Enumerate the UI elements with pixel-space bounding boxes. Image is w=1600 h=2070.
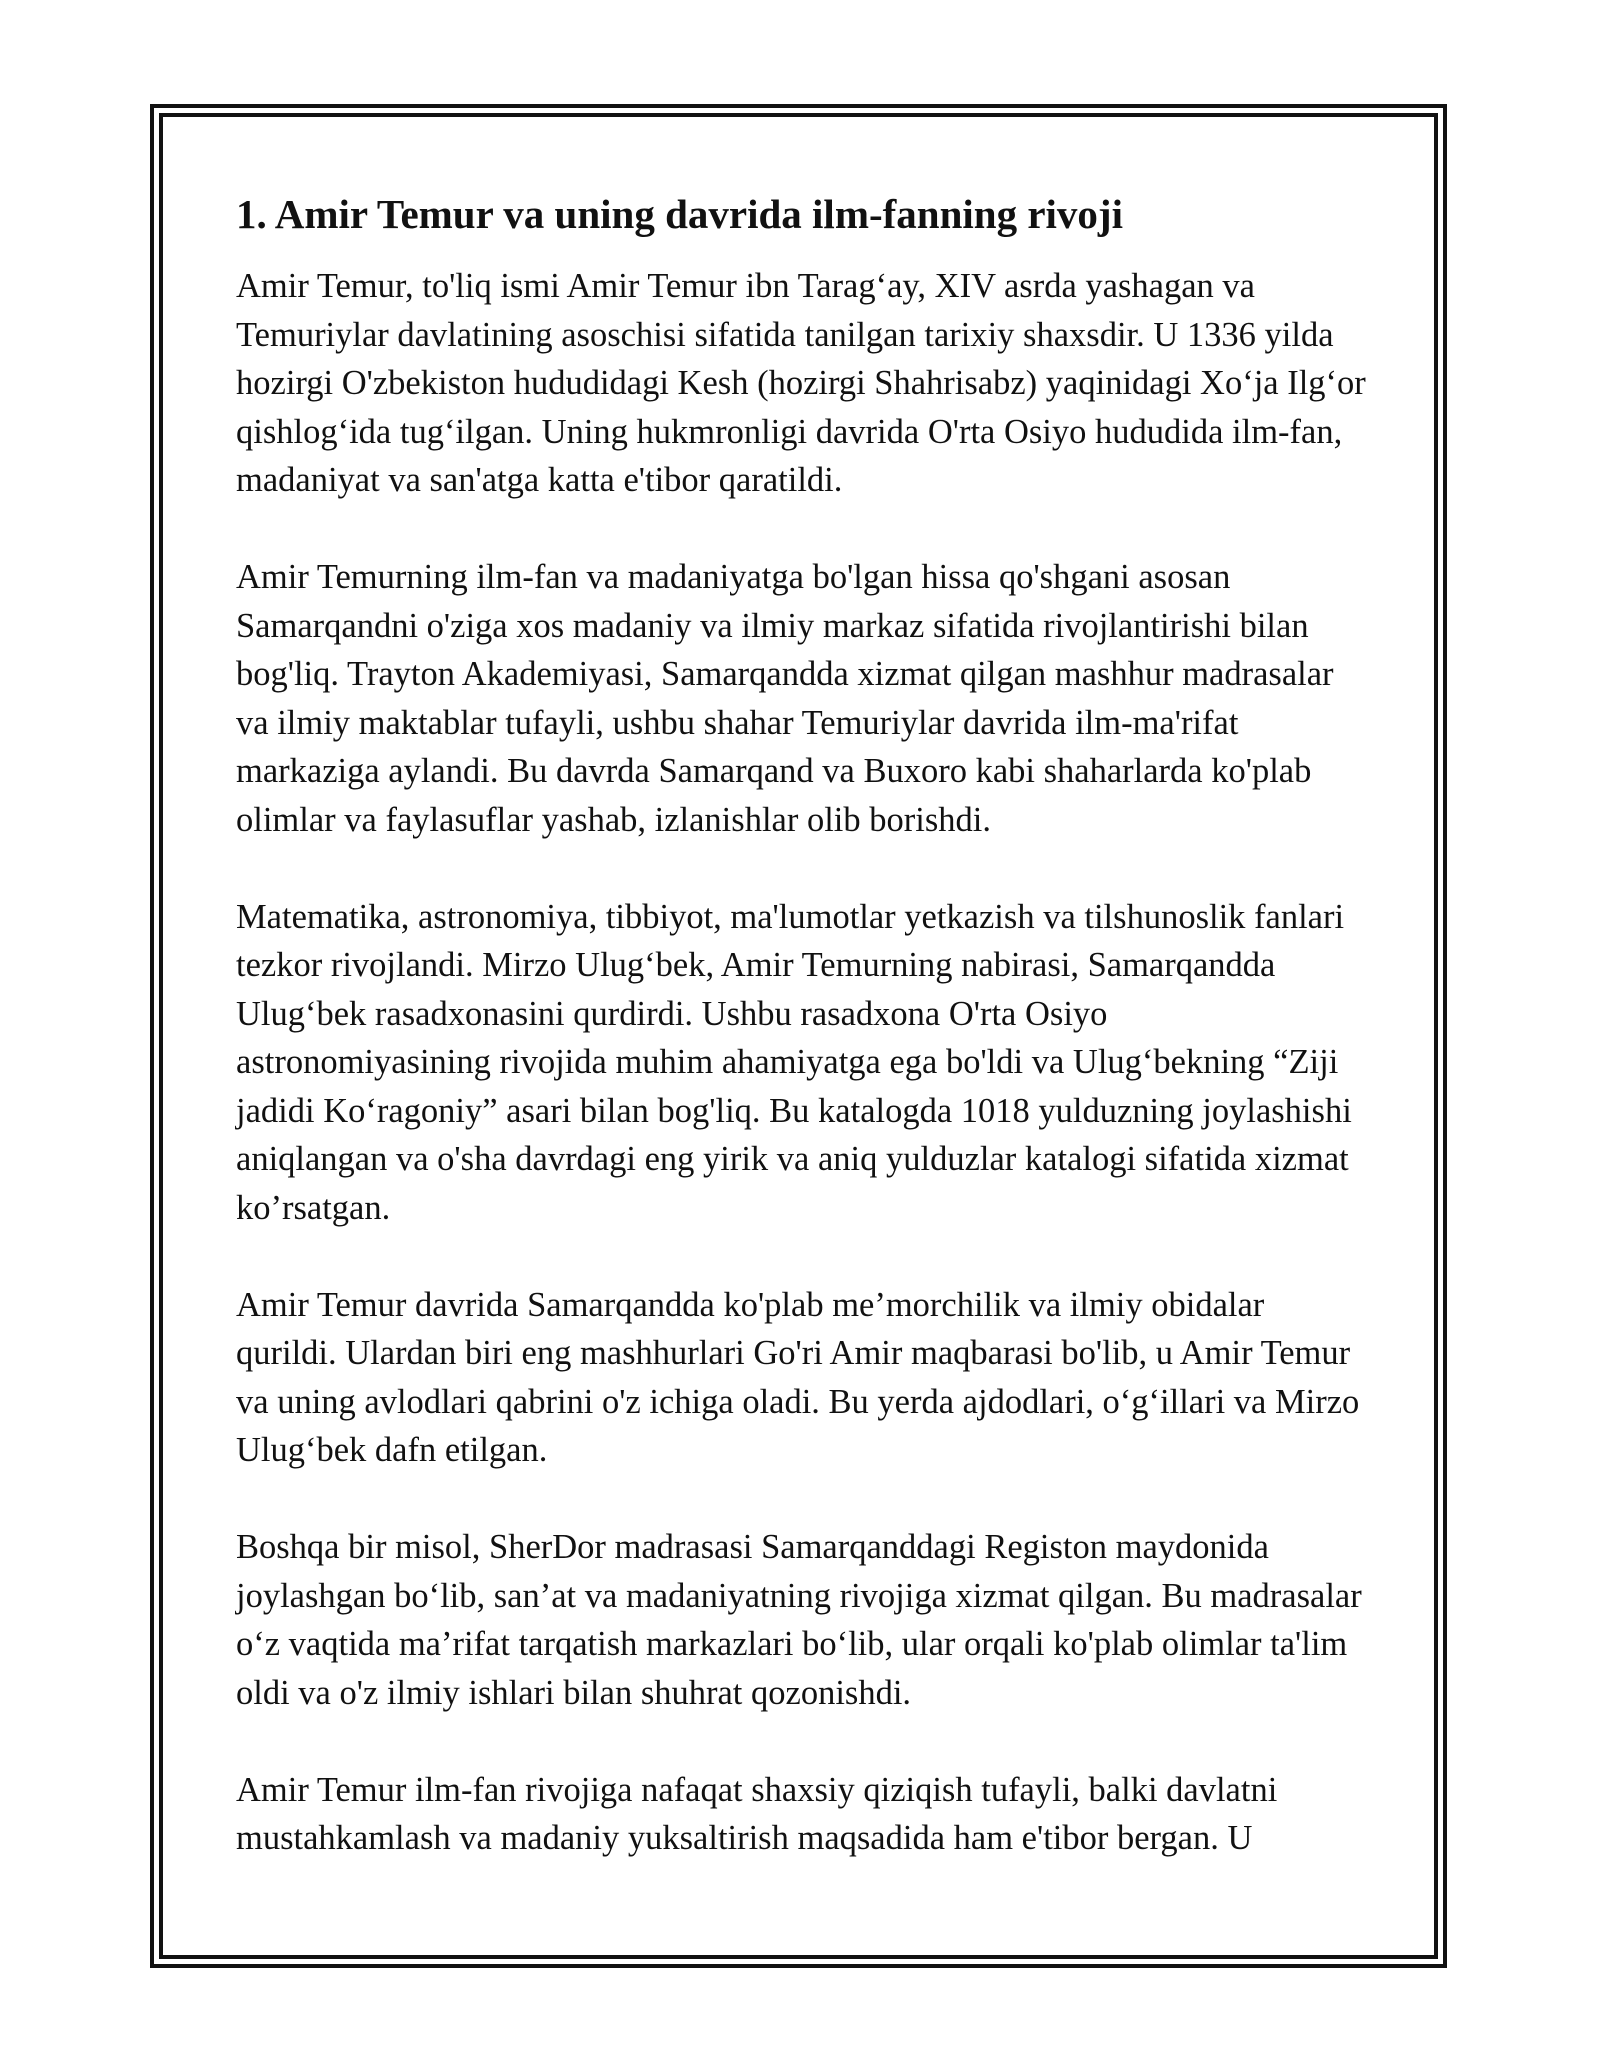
document-body — [236, 186, 1366, 1863]
paragraph-3: Matematika, astronomiya, tibbiyot, ma'lumotlar yetkazish va tilshunoslik fanlari tezkor rivojlandi. Mirzo Ulug‘bek, Amir Temurning nabirasi, Samarqandda Ulug‘bek rasadxonasini qurdirdi. Ushbu rasadxona O'rta Osiyo astronomiyasining rivojida muhim ahamiyatga ega bo'ldi va Ulug‘bekning “Ziji jadidi Ko‘ragoniy” asari bilan bog'liq. Bu katalogda 1018 yulduzning joylashishi aniqlangan va o'sha davrdagi eng yirik va aniq yulduzlar katalogi sifatida xizmat ko’rsatgan. — [236, 897, 1352, 1227]
paragraph-5: Boshqa bir misol, SherDor madrasasi Samarqanddagi Registon maydonida joylashgan bo‘lib, san’at va madaniyatning rivojiga xizmat qilgan. Bu madrasalar o‘z vaqtida ma’rifat tarqatish markazlari bo‘lib, ular orqali ko'plab olimlar ta'lim oldi va o'z ilmiy ishlari bilan shuhrat qozonishdi. — [236, 1528, 1362, 1712]
section-heading: 1. Amir Temur va uning davrida ilm-fanning rivoji — [236, 191, 1123, 237]
paragraph-2: Amir Temurning ilm-fan va madaniyatga bo'lgan hissa qo'shgani asosan Samarqandni o'ziga xos madaniy va ilmiy markaz sifatida rivojlantirishi bilan bog'liq. Trayton Akademiyasi, Samarqandda xizmat qilgan mashhur madrasalar va ilmiy maktablar tufayli, ushbu shahar Temuriylar davrida ilm-ma'rifat markaziga aylandi. Bu davrda Samarqand va Buxoro kabi shaharlarda ko'plab olimlar va faylasuflar yashab, izlanishlar olib borishdi. — [236, 558, 1334, 839]
paragraph-4: Amir Temur davrida Samarqandda ko'plab me’morchilik va ilmiy obidalar qurildi. Ulardan biri eng mashhurlari Go'ri Amir maqbarasi bo'lib, u Amir Temur va uning avlodlari qabrini o'z ichiga oladi. Bu yerda ajdodlari, o‘g‘illari va Mirzo Ulug‘bek dafn etilgan. — [236, 1285, 1360, 1469]
paragraph-6: Amir Temur ilm-fan rivojiga nafaqat shaxsiy qiziqish tufayli, balki davlatni mustahkamlash va madaniy yuksaltirish maqsadida ham e'tibor bergan. U — [236, 1770, 1278, 1857]
paragraph-1: Amir Temur, to'liq ismi Amir Temur ibn Tarag‘ay, XIV asrda yashagan va Temuriylar davlatining asoschisi sifatida tanilgan tarixiy shaxsdir. U 1336 yilda hozirgi O'zbekiston hududidagi Kesh (hozirgi Shahrisabz) yaqinidagi Xo‘ja Ilg‘or qishlog‘ida tug‘ilgan. Uning hukmronligi davrida O'rta Osiyo hududida ilm-fan, madaniyat va san'atga katta e'tibor qaratildi. — [236, 267, 1366, 499]
